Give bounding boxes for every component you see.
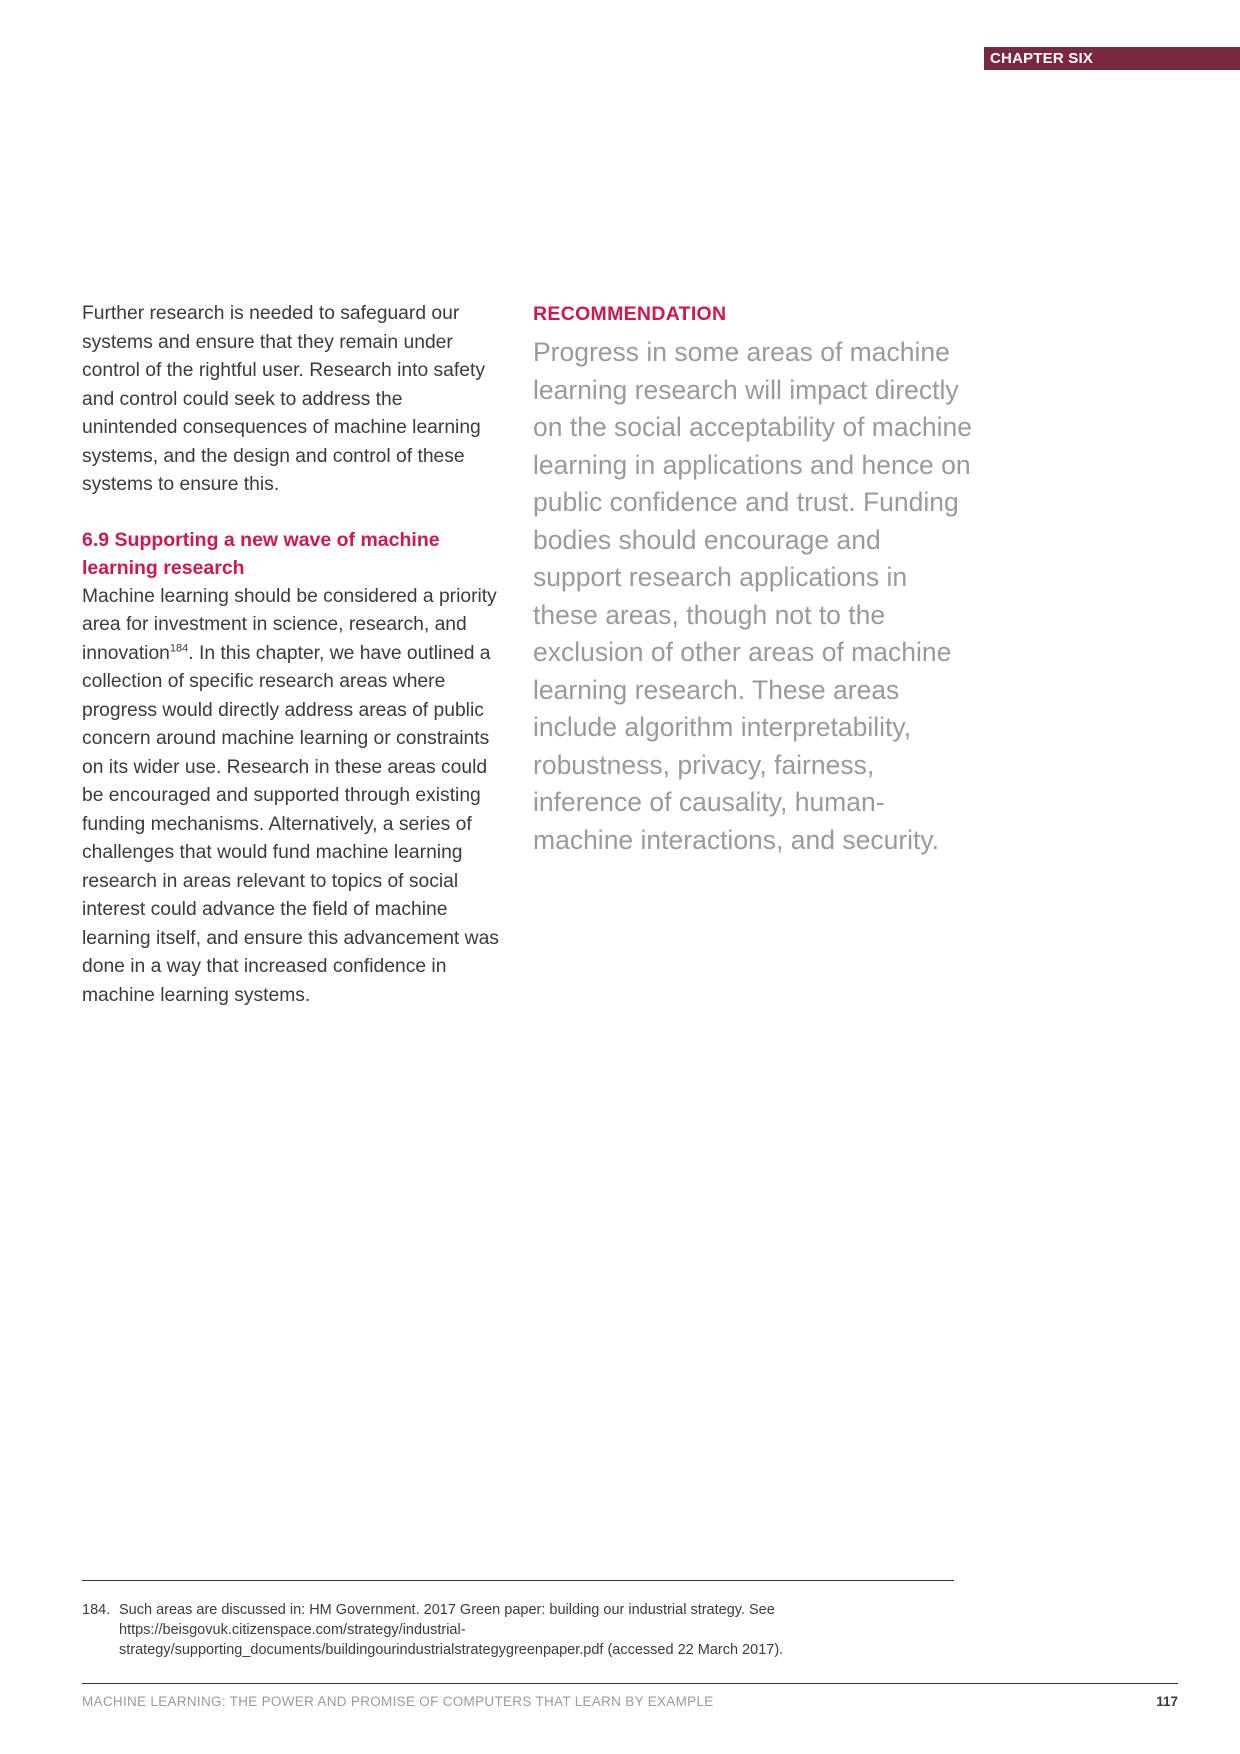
section-heading: 6.9 Supporting a new wave of machine learning research xyxy=(82,528,440,579)
chapter-label: CHAPTER SIX xyxy=(984,47,1240,70)
footnote-reference[interactable]: 184 xyxy=(169,642,189,655)
footnote-divider xyxy=(82,1580,954,1581)
page-number: 117 xyxy=(1156,1694,1178,1709)
section-body xyxy=(82,583,502,1011)
section-body-text-continued: . In this chapter, we have outlined a collection of specific research areas where progress would directly address areas of public concern around machine learning or constraints on its wider use. Research in these areas could be encouraged and supported through existing funding mechanisms. Alternatively, a series of challenges that would fund machine learning research in areas relevant to topics of social interest could advance the field of machine learning itself, and ensure this advancement was done in a way that increased confidence in machine learning systems. xyxy=(82,642,499,1006)
footnote xyxy=(82,1600,862,1660)
intro-paragraph: Further research is needed to safeguard our systems and ensure that they remain under control of the rightful user. Research into safety and control could seek to address the unintended consequences of machine learning systems, and the design and control of these systems to ensure this. xyxy=(82,303,485,495)
footnote-number: 184. xyxy=(82,1602,111,1618)
footer-title: MACHINE LEARNING: THE POWER AND PROMISE OF COMPUTERS THAT LEARN BY EXAMPLE xyxy=(82,1694,714,1709)
recommendation-text: Progress in some areas of machine learning research will impact directly on the social acceptability of machine learning in applications and hence on public confidence and trust. Funding bodies should encourage and support research applications in these areas, though not to the exclusion of other areas of machine learning research. These areas include algorithm interpretability, robustness, privacy, fairness, inference of causality, human-machine interactions, and security. xyxy=(533,337,972,855)
recommendation-label: RECOMMENDATION xyxy=(533,303,727,325)
footer-divider xyxy=(82,1683,1178,1684)
recommendation-box xyxy=(533,300,973,859)
left-column xyxy=(82,300,502,1010)
footnote-text: Such areas are discussed in: HM Government. 2017 Green paper: building our industrial strategy. See https://beisgovuk.citizenspace.com/strategy/industrial-strategy/supporting_documents/buildingourindustrialstrategygreenpaper.pdf (accessed 22 March 2017). xyxy=(119,1602,784,1658)
section-body-text: Machine learning should be considered a priority area for investment in science, research, and innovation xyxy=(82,585,497,664)
